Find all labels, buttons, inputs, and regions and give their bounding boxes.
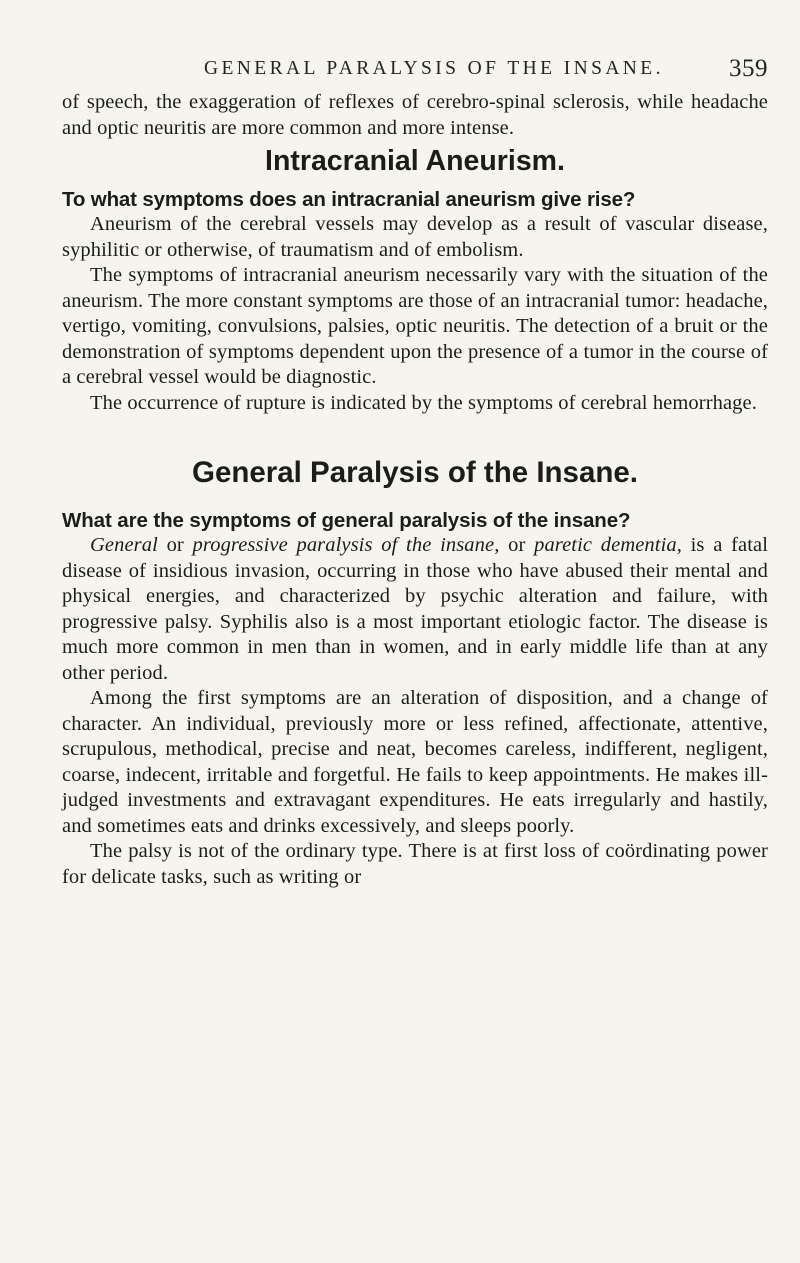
- question-aneurism: To what symptoms does an intracranial aneurism give rise?: [62, 188, 636, 211]
- book-page: [62, 55, 768, 890]
- italic-term: progressive paralysis of the insane,: [192, 534, 500, 556]
- paragraph: Aneurism of the cerebral vessels may develop as a result of vascular disease, syphilitic or otherwise, of traumatism and of embolism.: [62, 213, 768, 261]
- italic-term: paretic dementia,: [534, 534, 682, 556]
- paragraph: Among the first symptoms are an alteration of disposition, and a change of character. An individual, previously more or less refined, affectionate, attentive, scrupulous, methodical, precise and neat, becomes careless, indifferent, negligent, coarse, indecent, irritable and forgetful. He fails to keep appointments. He makes ill-judged investments and extravagant expenditures. He eats irregularly and hastily, and sometimes eats and drinks excessively, and sleeps poorly.: [62, 687, 768, 837]
- question-general-paralysis: What are the symptoms of general paralysis of the insane?: [62, 509, 631, 532]
- paragraph-text: is a fatal disease of insidious invasion, occurring in those who have abused their mental and physical energies, and characterized by psychic alteration and failure, with progressive palsy. Syphilis also is a most important etiologic factor. The disease is much more common in men than in women, and in early middle life than at any other period.: [62, 534, 768, 684]
- running-title: GENERAL PARALYSIS OF THE INSANE.: [204, 58, 664, 79]
- paragraph-definition: [62, 533, 768, 686]
- paragraph: The symptoms of intracranial aneurism necessarily vary with the situation of the aneurism. The more constant symptoms are those of an intracranial tumor: headache, vertigo, vomiting, convulsions, palsies, optic neuritis. The detection of a bruit or the demonstration of symptoms dependent upon the presence of a tumor in the course of a cerebral vessel would be diagnostic.: [62, 264, 768, 388]
- paragraph: The occurrence of rupture is indicated by the symptoms of cerebral hemorrhage.: [90, 391, 757, 414]
- page-number: 359: [729, 55, 768, 82]
- running-head: [62, 55, 768, 90]
- paragraph-text: or: [157, 534, 193, 556]
- continuation-paragraph: of speech, the exaggeration of reflexes of cerebro-spinal sclerosis, while headache and optic neuritis are more common and more intense.: [62, 91, 768, 139]
- paragraph: The palsy is not of the ordinary type. There is at first loss of coördinating power for delicate tasks, such as writing or: [62, 840, 768, 888]
- paragraph-text: or: [499, 534, 535, 556]
- section-heading-aneurism: Intracranial Aneurism.: [265, 145, 565, 177]
- section-heading-general-paralysis: General Paralysis of the Insane.: [192, 456, 638, 489]
- italic-term: General: [90, 534, 158, 556]
